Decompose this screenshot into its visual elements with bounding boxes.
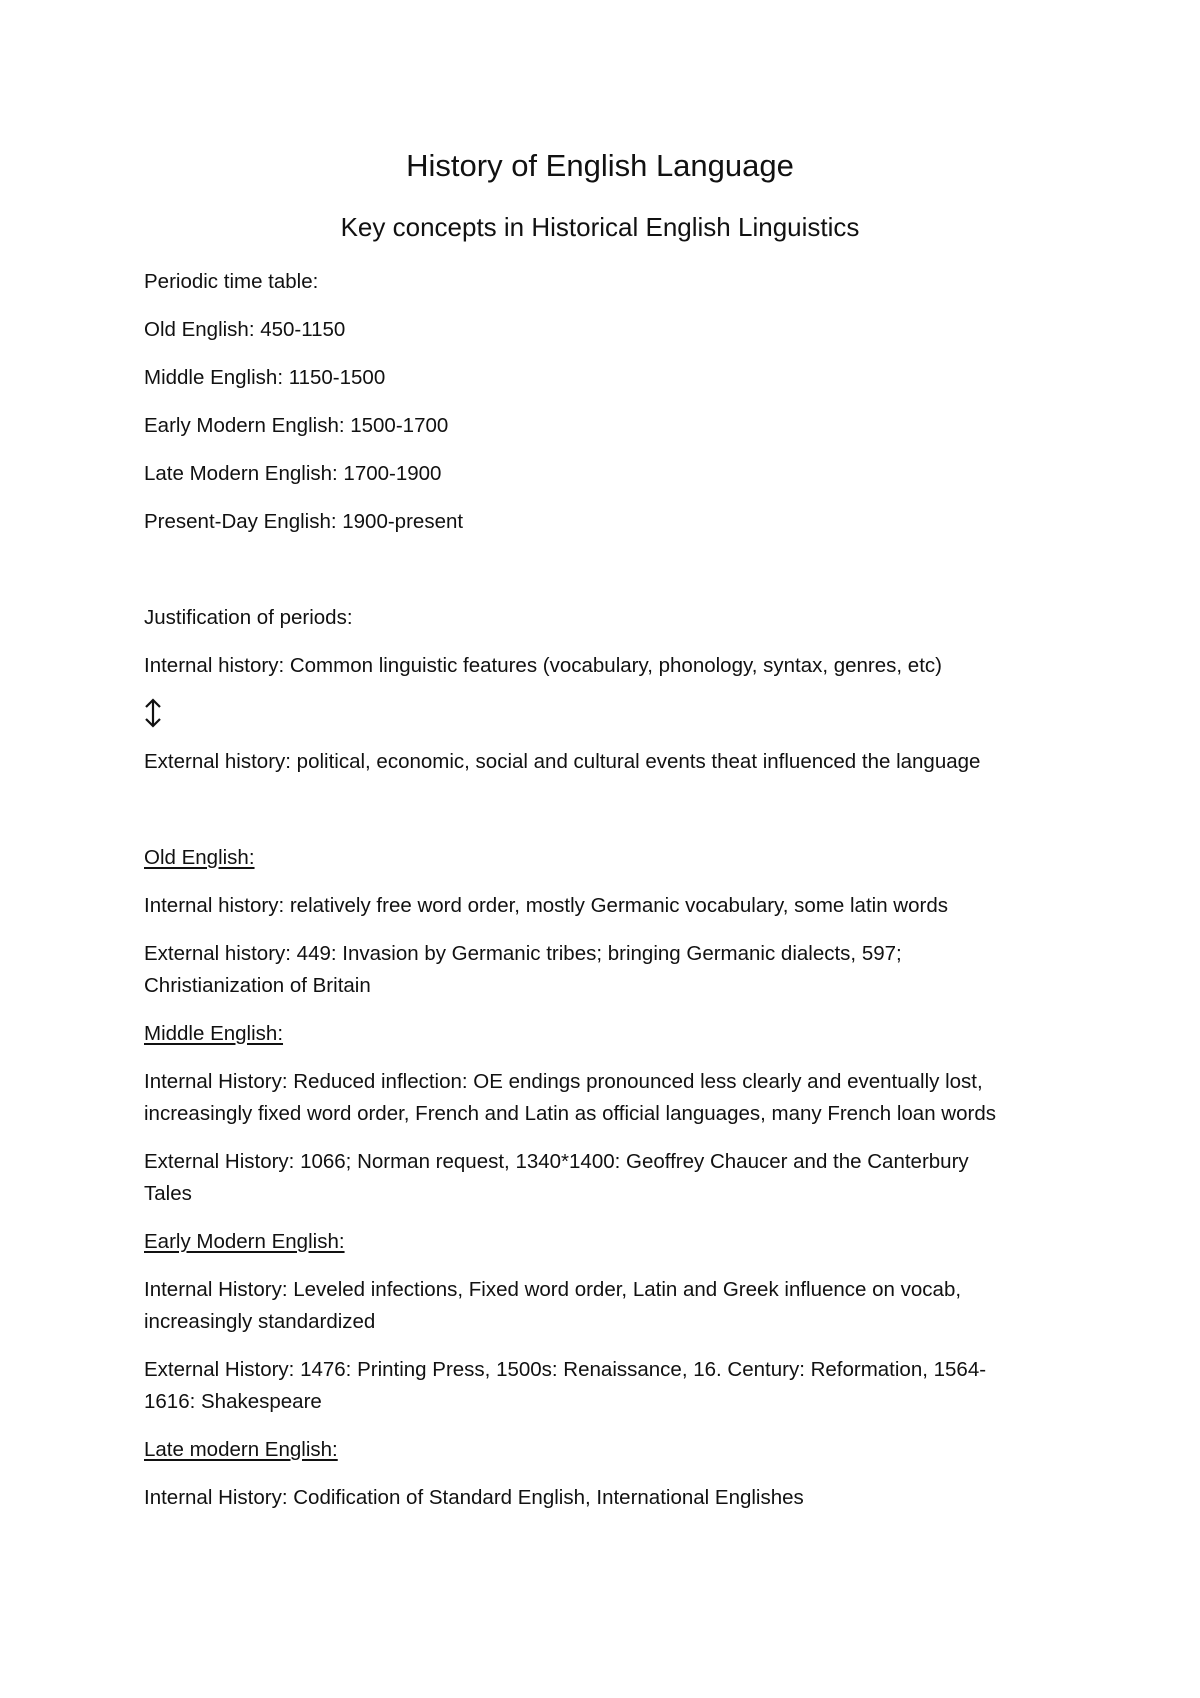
old-english-external-line2: Christianization of Britain	[144, 974, 371, 997]
document-title: History of English Language	[406, 148, 794, 183]
late-modern-english-heading: Late modern English:	[144, 1438, 338, 1461]
old-english-external-line1: External history: 449: Invasion by Germanic tribes; bringing Germanic dialects, 597;	[144, 942, 902, 965]
early-modern-english-external-line1: External History: 1476: Printing Press, 1500s: Renaissance, 16. Century: Reformation, 1564-	[144, 1358, 987, 1381]
early-modern-english-external-line2: 1616: Shakespeare	[144, 1390, 322, 1413]
justification-internal: Internal history: Common linguistic features (vocabulary, phonology, syntax, genres, etc)	[144, 654, 942, 677]
period-item-late-modern-english: Late Modern English: 1700-1900	[144, 462, 442, 485]
document-subtitle: Key concepts in Historical English Linguistics	[340, 212, 860, 242]
old-english-internal: Internal history: relatively free word order, mostly Germanic vocabulary, some latin words	[144, 894, 948, 917]
early-modern-english-internal-line2: increasingly standardized	[144, 1310, 376, 1333]
period-item-old-english: Old English: 450-1150	[144, 318, 346, 341]
middle-english-internal-line1: Internal History: Reduced inflection: OE endings pronounced less clearly and eventually lost,	[144, 1070, 983, 1093]
early-modern-english-heading: Early Modern English:	[144, 1230, 345, 1253]
period-item-present-day-english: Present-Day English: 1900-present	[144, 510, 464, 533]
period-item-early-modern-english: Early Modern English: 1500-1700	[144, 414, 449, 437]
middle-english-internal-line2: increasingly fixed word order, French and Latin as official languages, many French loan words	[144, 1102, 996, 1125]
justification-heading: Justification of periods:	[144, 606, 353, 629]
early-modern-english-internal-line1: Internal History: Leveled infections, Fixed word order, Latin and Greek influence on vocab,	[144, 1278, 962, 1301]
justification-external: External history: political, economic, social and cultural events theat influenced the language	[144, 750, 981, 773]
middle-english-external-line1: External History: 1066; Norman request, 1340*1400: Geoffrey Chaucer and the Canterbury	[144, 1150, 969, 1173]
period-item-middle-english: Middle English: 1150-1500	[144, 366, 386, 389]
middle-english-external-line2: Tales	[144, 1182, 192, 1205]
up-down-arrow-icon	[142, 696, 168, 730]
old-english-heading: Old English:	[144, 846, 255, 869]
periods-heading: Periodic time table:	[144, 270, 319, 293]
late-modern-english-internal: Internal History: Codification of Standard English, International Englishes	[144, 1486, 804, 1509]
middle-english-heading: Middle English:	[144, 1022, 284, 1045]
